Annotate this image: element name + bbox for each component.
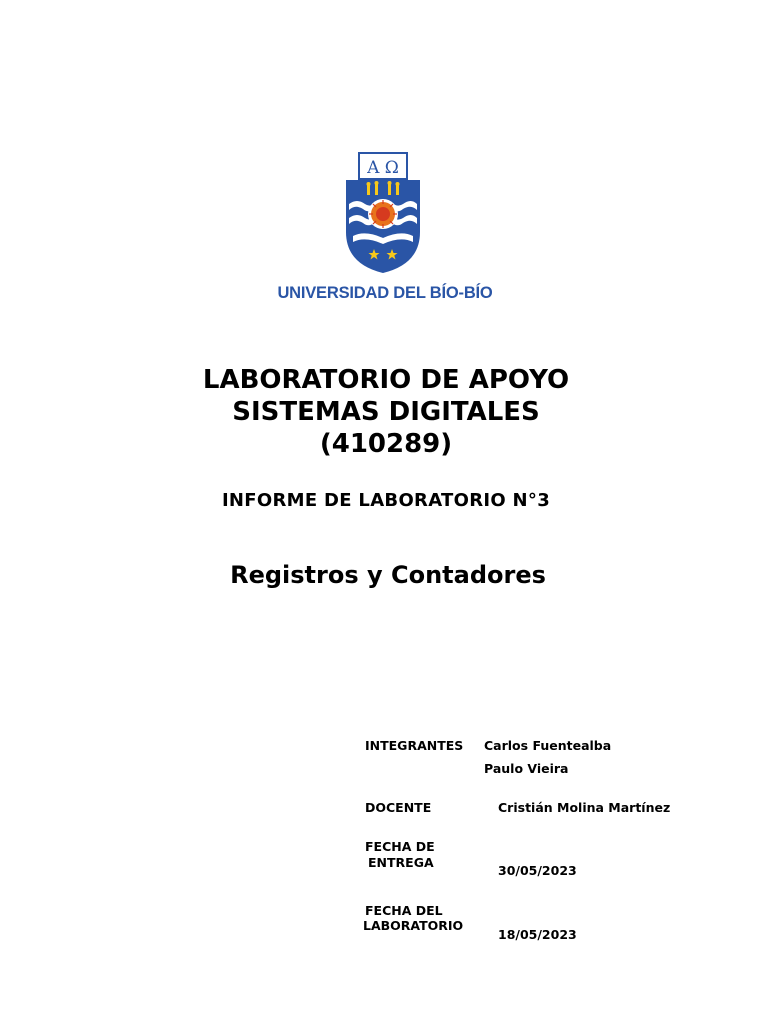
integrante-2: Paulo Vieira	[484, 761, 569, 776]
integrantes-label: INTEGRANTES	[365, 738, 464, 753]
fecha-entrega-value: 30/05/2023	[498, 863, 577, 878]
university-crest-icon	[345, 152, 421, 274]
title-line-2: SISTEMAS DIGITALES	[232, 397, 540, 427]
fecha-lab-value: 18/05/2023	[498, 927, 577, 942]
title-line-3: (410289)	[319, 429, 453, 459]
docente-label: DOCENTE	[365, 800, 432, 815]
integrante-1: Carlos Fuentealba	[484, 738, 612, 753]
fecha-lab-label-1: FECHA DEL	[365, 903, 443, 918]
university-name: UNIVERSIDAD DEL BÍO-BÍO	[277, 284, 493, 302]
report-subtitle: INFORME DE LABORATORIO N°3	[221, 490, 551, 511]
university-logo	[270, 150, 500, 310]
document-title	[0, 364, 768, 460]
title-line-1: LABORATORIO DE APOYO	[202, 365, 570, 395]
fecha-entrega-label-1: FECHA DE	[365, 839, 435, 854]
fecha-lab-label-2: LABORATORIO	[363, 918, 464, 933]
docente-name: Cristián Molina Martínez	[498, 800, 671, 815]
crest-letters: A Ω	[367, 158, 399, 178]
report-topic: Registros y Contadores	[230, 561, 546, 589]
fecha-entrega-label-2: ENTREGA	[368, 855, 434, 870]
